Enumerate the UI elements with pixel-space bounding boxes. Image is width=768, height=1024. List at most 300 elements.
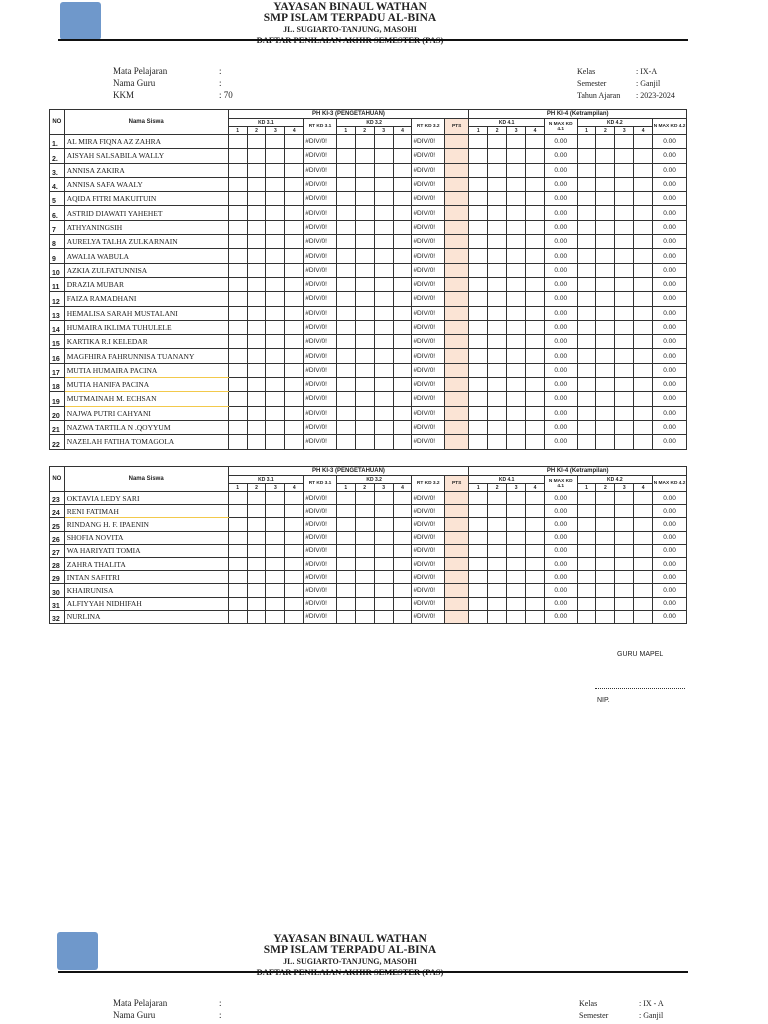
header-divider-page2 xyxy=(58,971,688,973)
score-cell xyxy=(596,149,615,163)
col-header-sub: 1 xyxy=(469,484,488,492)
score-cell xyxy=(634,292,653,306)
pts-cell xyxy=(445,571,469,584)
score-cell xyxy=(615,378,634,392)
score-cell xyxy=(355,192,374,206)
score-cell xyxy=(469,335,488,349)
score-cell xyxy=(228,505,247,518)
score-cell xyxy=(488,518,507,531)
rt-kd31-cell: #DIV/0! xyxy=(304,492,337,505)
score-cell xyxy=(228,544,247,557)
score-cell xyxy=(615,249,634,263)
guru-value: : xyxy=(219,1010,222,1020)
score-cell xyxy=(577,206,596,220)
score-cell xyxy=(393,597,412,610)
score-cell xyxy=(374,263,393,277)
score-cell xyxy=(374,177,393,191)
score-cell xyxy=(228,435,247,449)
nmax-kd42-cell: 0.00 xyxy=(653,306,687,320)
score-cell xyxy=(488,235,507,249)
score-cell xyxy=(615,531,634,544)
score-cell xyxy=(634,263,653,277)
kelas-value: : IX - A xyxy=(639,999,664,1008)
tahun-label: Tahun Ajaran xyxy=(577,91,621,100)
score-cell xyxy=(526,277,545,291)
nmax-kd42-cell: 0.00 xyxy=(653,363,687,377)
score-cell xyxy=(526,531,545,544)
nmax-kd41-cell: 0.00 xyxy=(544,597,577,610)
score-cell xyxy=(507,518,526,531)
nmax-kd41-cell: 0.00 xyxy=(544,557,577,570)
rt-kd31-cell: #DIV/0! xyxy=(304,263,337,277)
score-cell xyxy=(374,135,393,149)
mapel-label: Mata Pelajaran xyxy=(113,66,168,76)
score-cell xyxy=(526,435,545,449)
student-number: 3. xyxy=(50,163,65,177)
grades-table-part1 xyxy=(49,109,687,450)
score-cell xyxy=(596,320,615,334)
score-cell xyxy=(596,420,615,434)
score-cell xyxy=(393,277,412,291)
score-cell xyxy=(634,177,653,191)
score-cell xyxy=(285,192,304,206)
student-number: 12 xyxy=(50,292,65,306)
student-row xyxy=(50,235,687,249)
score-cell xyxy=(374,571,393,584)
score-cell xyxy=(634,277,653,291)
score-cell xyxy=(285,518,304,531)
nmax-kd42-cell: 0.00 xyxy=(653,277,687,291)
col-header-sub: 3 xyxy=(615,484,634,492)
nmax-kd41-cell: 0.00 xyxy=(544,277,577,291)
score-cell xyxy=(469,597,488,610)
nmax-kd41-cell: 0.00 xyxy=(544,177,577,191)
score-cell xyxy=(247,249,266,263)
score-cell xyxy=(507,277,526,291)
score-cell xyxy=(615,557,634,570)
score-cell xyxy=(393,518,412,531)
score-cell xyxy=(469,249,488,263)
student-number: 23 xyxy=(50,492,65,505)
score-cell xyxy=(596,220,615,234)
rt-kd32-cell: #DIV/0! xyxy=(412,335,445,349)
nmax-kd42-cell: 0.00 xyxy=(653,349,687,363)
score-cell xyxy=(507,192,526,206)
rt-kd32-cell: #DIV/0! xyxy=(412,135,445,149)
score-cell xyxy=(247,263,266,277)
score-cell xyxy=(469,378,488,392)
score-cell xyxy=(228,518,247,531)
nmax-kd42-cell: 0.00 xyxy=(653,149,687,163)
rt-kd32-cell: #DIV/0! xyxy=(412,531,445,544)
col-header-sub: 4 xyxy=(285,484,304,492)
col-header-kd42: KD 4.2 xyxy=(577,119,653,127)
score-cell xyxy=(393,378,412,392)
score-cell xyxy=(355,220,374,234)
score-cell xyxy=(374,378,393,392)
col-header-sub: 2 xyxy=(247,484,266,492)
rt-kd32-cell: #DIV/0! xyxy=(412,263,445,277)
nmax-kd42-cell: 0.00 xyxy=(653,544,687,557)
score-cell xyxy=(488,406,507,420)
score-cell xyxy=(634,378,653,392)
score-cell xyxy=(469,518,488,531)
score-cell xyxy=(355,571,374,584)
score-cell xyxy=(266,206,285,220)
nmax-kd41-cell: 0.00 xyxy=(544,263,577,277)
kelas-value: : IX-A xyxy=(636,67,658,76)
rt-kd31-cell: #DIV/0! xyxy=(304,192,337,206)
score-cell xyxy=(336,277,355,291)
score-cell xyxy=(336,544,355,557)
rt-kd31-cell: #DIV/0! xyxy=(304,557,337,570)
score-cell xyxy=(228,335,247,349)
score-cell xyxy=(336,192,355,206)
nmax-kd42-cell: 0.00 xyxy=(653,335,687,349)
col-header-sub: 1 xyxy=(469,127,488,135)
score-cell xyxy=(488,420,507,434)
score-cell xyxy=(336,306,355,320)
student-number: 22 xyxy=(50,435,65,449)
score-cell xyxy=(374,335,393,349)
score-cell xyxy=(615,206,634,220)
score-cell xyxy=(526,220,545,234)
score-cell xyxy=(507,220,526,234)
score-cell xyxy=(526,571,545,584)
semester-value: : Ganjil xyxy=(636,79,661,88)
score-cell xyxy=(247,420,266,434)
student-row xyxy=(50,277,687,291)
score-cell xyxy=(228,557,247,570)
nmax-kd42-cell: 0.00 xyxy=(653,420,687,434)
score-cell xyxy=(526,492,545,505)
score-cell xyxy=(393,584,412,597)
score-cell xyxy=(336,320,355,334)
col-header-sub: 4 xyxy=(634,127,653,135)
score-cell xyxy=(336,518,355,531)
pts-cell xyxy=(445,335,469,349)
student-number: 27 xyxy=(50,544,65,557)
score-cell xyxy=(596,584,615,597)
score-cell xyxy=(488,163,507,177)
rt-kd31-cell: #DIV/0! xyxy=(304,335,337,349)
score-cell xyxy=(285,531,304,544)
score-cell xyxy=(596,277,615,291)
score-cell xyxy=(374,435,393,449)
student-name: AISYAH SALSABILA WALLY xyxy=(64,149,228,163)
score-cell xyxy=(488,192,507,206)
score-cell xyxy=(577,435,596,449)
score-cell xyxy=(507,263,526,277)
nmax-kd41-cell: 0.00 xyxy=(544,192,577,206)
score-cell xyxy=(336,335,355,349)
score-cell xyxy=(577,163,596,177)
score-cell xyxy=(355,149,374,163)
info-right-page2 xyxy=(579,998,689,1024)
score-cell xyxy=(634,544,653,557)
score-cell xyxy=(507,320,526,334)
col-header-sub: 2 xyxy=(247,127,266,135)
score-cell xyxy=(596,492,615,505)
score-cell xyxy=(526,505,545,518)
pts-cell xyxy=(445,363,469,377)
score-cell xyxy=(247,320,266,334)
nmax-kd41-cell: 0.00 xyxy=(544,220,577,234)
student-number: 15 xyxy=(50,335,65,349)
score-cell xyxy=(285,320,304,334)
student-number: 17 xyxy=(50,363,65,377)
score-cell xyxy=(285,610,304,623)
score-cell xyxy=(228,206,247,220)
score-cell xyxy=(336,149,355,163)
score-cell xyxy=(285,420,304,434)
rt-kd31-cell: #DIV/0! xyxy=(304,392,337,406)
nmax-kd41-cell: 0.00 xyxy=(544,392,577,406)
score-cell xyxy=(596,206,615,220)
score-cell xyxy=(469,220,488,234)
student-name: NAJWA PUTRI CAHYANI xyxy=(64,406,228,420)
student-row xyxy=(50,292,687,306)
rt-kd31-cell: #DIV/0! xyxy=(304,135,337,149)
score-cell xyxy=(374,320,393,334)
score-cell xyxy=(247,306,266,320)
rt-kd32-cell: #DIV/0! xyxy=(412,306,445,320)
score-cell xyxy=(266,306,285,320)
student-number: 16 xyxy=(50,349,65,363)
score-cell xyxy=(336,571,355,584)
col-header-sub: 1 xyxy=(228,484,247,492)
score-cell xyxy=(393,435,412,449)
score-cell xyxy=(336,610,355,623)
score-cell xyxy=(526,557,545,570)
score-cell xyxy=(526,544,545,557)
score-cell xyxy=(577,505,596,518)
nmax-kd42-cell: 0.00 xyxy=(653,292,687,306)
student-number: 14 xyxy=(50,320,65,334)
rt-kd31-cell: #DIV/0! xyxy=(304,149,337,163)
score-cell xyxy=(469,544,488,557)
student-row xyxy=(50,597,687,610)
nmax-kd42-cell: 0.00 xyxy=(653,392,687,406)
score-cell xyxy=(355,378,374,392)
score-cell xyxy=(393,220,412,234)
score-cell xyxy=(266,349,285,363)
score-cell xyxy=(393,363,412,377)
score-cell xyxy=(355,505,374,518)
score-cell xyxy=(285,220,304,234)
header-row-1 xyxy=(50,110,687,119)
score-cell xyxy=(615,335,634,349)
score-cell xyxy=(228,584,247,597)
score-cell xyxy=(374,249,393,263)
mapel-value: : xyxy=(219,66,222,76)
score-cell xyxy=(596,435,615,449)
nmax-kd42-cell: 0.00 xyxy=(653,206,687,220)
score-cell xyxy=(247,544,266,557)
rt-kd31-cell: #DIV/0! xyxy=(304,531,337,544)
score-cell xyxy=(336,135,355,149)
pts-cell xyxy=(445,277,469,291)
school-name: SMP ISLAM TERPADU AL-BINA xyxy=(263,944,437,956)
score-cell xyxy=(577,306,596,320)
score-cell xyxy=(596,557,615,570)
score-cell xyxy=(488,206,507,220)
score-cell xyxy=(285,505,304,518)
student-number: 29 xyxy=(50,571,65,584)
col-header-rt31: RT KD 3.1 xyxy=(304,119,337,135)
col-header-name: Nama Siswa xyxy=(64,467,228,492)
score-cell xyxy=(526,518,545,531)
score-cell xyxy=(577,406,596,420)
score-cell xyxy=(596,135,615,149)
score-cell xyxy=(374,192,393,206)
col-header-sub: 3 xyxy=(507,484,526,492)
score-cell xyxy=(596,177,615,191)
nmax-kd41-cell: 0.00 xyxy=(544,505,577,518)
score-cell xyxy=(488,571,507,584)
score-cell xyxy=(374,149,393,163)
score-cell xyxy=(596,518,615,531)
score-cell xyxy=(488,435,507,449)
col-header-sub: 2 xyxy=(488,127,507,135)
nmax-kd42-cell: 0.00 xyxy=(653,531,687,544)
nmax-kd41-cell: 0.00 xyxy=(544,544,577,557)
score-cell xyxy=(336,249,355,263)
score-cell xyxy=(507,177,526,191)
score-cell xyxy=(469,584,488,597)
score-cell xyxy=(247,392,266,406)
score-cell xyxy=(393,349,412,363)
score-cell xyxy=(285,363,304,377)
score-cell xyxy=(336,349,355,363)
student-name: MUTIA HUMAIRA PACINA xyxy=(64,363,228,377)
score-cell xyxy=(374,292,393,306)
col-header-sub: 1 xyxy=(577,127,596,135)
student-name: WA HARIYATI TOMIA xyxy=(64,544,228,557)
score-cell xyxy=(507,435,526,449)
score-cell xyxy=(247,206,266,220)
score-cell xyxy=(507,420,526,434)
score-cell xyxy=(393,235,412,249)
score-cell xyxy=(634,363,653,377)
score-cell xyxy=(393,406,412,420)
rt-kd32-cell: #DIV/0! xyxy=(412,277,445,291)
student-row xyxy=(50,610,687,623)
pts-cell xyxy=(445,584,469,597)
score-cell xyxy=(266,584,285,597)
nmax-kd42-cell: 0.00 xyxy=(653,249,687,263)
nmax-kd41-cell: 0.00 xyxy=(544,378,577,392)
student-name: KARTIKA R.I KELEDAR xyxy=(64,335,228,349)
score-cell xyxy=(488,349,507,363)
score-cell xyxy=(355,518,374,531)
student-number: 21 xyxy=(50,420,65,434)
col-header-no: NO xyxy=(50,467,65,492)
score-cell xyxy=(507,249,526,263)
score-cell xyxy=(355,544,374,557)
nmax-kd41-cell: 0.00 xyxy=(544,406,577,420)
pts-cell xyxy=(445,306,469,320)
score-cell xyxy=(507,235,526,249)
student-row xyxy=(50,206,687,220)
score-cell xyxy=(526,335,545,349)
score-cell xyxy=(336,220,355,234)
score-cell xyxy=(469,435,488,449)
signature-nip: NIP. xyxy=(597,697,610,704)
score-cell xyxy=(285,177,304,191)
col-header-ki4: PH KI-4 (Ketrampilan) xyxy=(469,110,687,119)
score-cell xyxy=(507,557,526,570)
nmax-kd42-cell: 0.00 xyxy=(653,378,687,392)
score-cell xyxy=(615,544,634,557)
rt-kd31-cell: #DIV/0! xyxy=(304,544,337,557)
student-name: NURLINA xyxy=(64,610,228,623)
student-name: AZKIA ZULFATUNNISA xyxy=(64,263,228,277)
pts-cell xyxy=(445,610,469,623)
score-cell xyxy=(285,277,304,291)
score-cell xyxy=(634,149,653,163)
student-name: SHOFIA NOVITA xyxy=(64,531,228,544)
score-cell xyxy=(596,249,615,263)
score-cell xyxy=(228,363,247,377)
score-cell xyxy=(228,406,247,420)
student-row xyxy=(50,392,687,406)
student-name: ASTRID DIAWATI YAHEHET xyxy=(64,206,228,220)
score-cell xyxy=(374,392,393,406)
rt-kd31-cell: #DIV/0! xyxy=(304,363,337,377)
score-cell xyxy=(266,531,285,544)
score-cell xyxy=(374,584,393,597)
student-name: ANNISA SAFA WAALY xyxy=(64,177,228,191)
score-cell xyxy=(488,557,507,570)
score-cell xyxy=(526,306,545,320)
score-cell xyxy=(469,306,488,320)
rt-kd32-cell: #DIV/0! xyxy=(412,320,445,334)
kelas-label: Kelas xyxy=(577,67,596,76)
student-row xyxy=(50,531,687,544)
score-cell xyxy=(336,597,355,610)
col-header-pts: PTS xyxy=(445,476,469,492)
score-cell xyxy=(634,610,653,623)
score-cell xyxy=(634,518,653,531)
score-cell xyxy=(228,192,247,206)
rt-kd32-cell: #DIV/0! xyxy=(412,177,445,191)
score-cell xyxy=(469,192,488,206)
score-cell xyxy=(374,277,393,291)
score-cell xyxy=(355,235,374,249)
score-cell xyxy=(355,349,374,363)
score-cell xyxy=(634,392,653,406)
score-cell xyxy=(615,292,634,306)
student-row xyxy=(50,363,687,377)
score-cell xyxy=(228,263,247,277)
score-cell xyxy=(355,306,374,320)
score-cell xyxy=(596,235,615,249)
nmax-kd42-cell: 0.00 xyxy=(653,406,687,420)
score-cell xyxy=(469,163,488,177)
score-cell xyxy=(469,392,488,406)
score-cell xyxy=(228,163,247,177)
col-header-sub: 4 xyxy=(526,484,545,492)
score-cell xyxy=(615,492,634,505)
score-cell xyxy=(247,177,266,191)
rt-kd32-cell: #DIV/0! xyxy=(412,584,445,597)
score-cell xyxy=(488,249,507,263)
score-cell xyxy=(526,349,545,363)
score-cell xyxy=(336,420,355,434)
pts-cell xyxy=(445,135,469,149)
score-cell xyxy=(336,363,355,377)
